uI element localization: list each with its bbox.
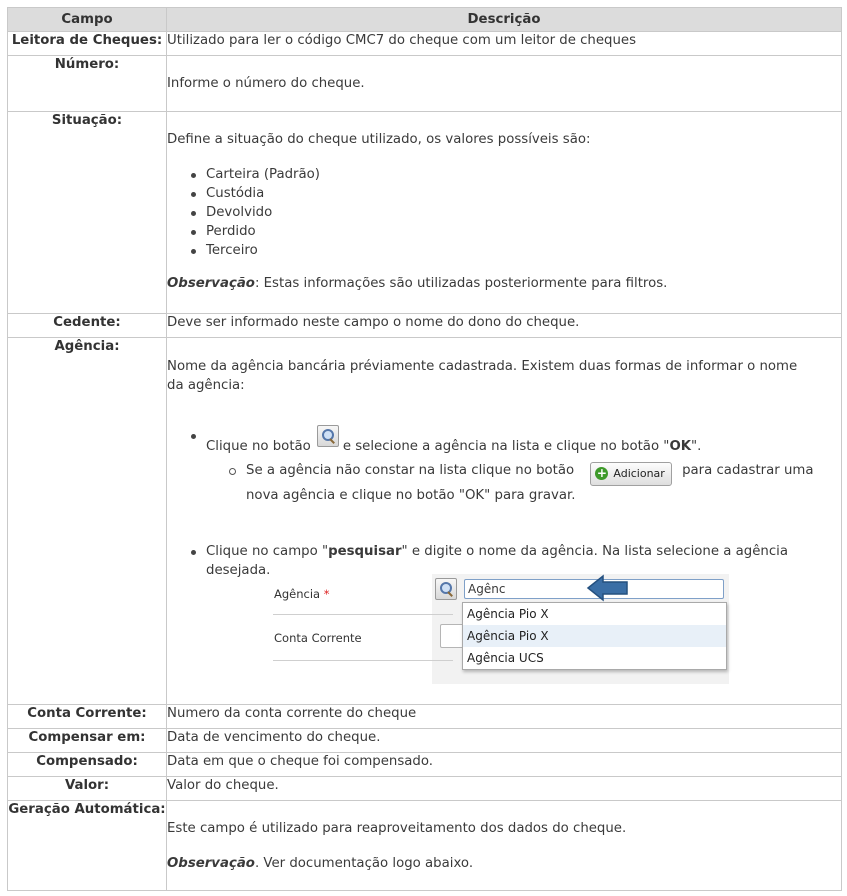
campo-compensar-em: Compensar em: — [8, 729, 167, 753]
desc-situacao — [167, 112, 842, 314]
situacao-options — [167, 165, 841, 260]
campo-agencia: Agência: — [8, 338, 167, 705]
desc-geracao-automatica — [167, 801, 842, 891]
desc-leitora: Utilizado para ler o código CMC7 do cheque com um leitor de cheques — [167, 32, 842, 56]
agencia-intro: Nome da agência bancária préviamente cadastrada. Existem duas formas de informar o nome da agência: — [167, 359, 798, 393]
campo-cedente: Cedente: — [8, 314, 167, 338]
campo-compensado: Compensado: — [8, 753, 167, 777]
sub-post: para cadastrar uma nova agência e clique no botão "OK" para gravar. — [246, 463, 814, 503]
list-item: Perdido — [167, 222, 841, 241]
bullet2-pre: Clique no campo " — [206, 544, 329, 559]
bullet1-ok: OK — [669, 439, 692, 454]
pointer-arrow-icon — [585, 574, 631, 602]
desc-compensar-em: Data de vencimento do cheque. — [167, 729, 842, 753]
campo-numero: Número: — [8, 56, 167, 112]
label-agencia: Agência * — [274, 587, 330, 601]
campo-leitora: Leitora de Cheques: — [8, 32, 167, 56]
campo-valor: Valor: — [8, 777, 167, 801]
divider — [273, 614, 453, 615]
bullet2-post: " e digite o nome da agência. Na lista selecione a agência desejada. — [206, 544, 788, 578]
numero-text: Informe o número do cheque. — [167, 76, 365, 91]
campo-situacao: Situação: — [8, 112, 167, 314]
agencia-sub-bullet — [167, 461, 841, 501]
add-agency-button[interactable] — [590, 462, 671, 486]
list-item: Carteira (Padrão) — [167, 165, 841, 184]
agencia-bullet-2 — [167, 542, 841, 578]
add-icon: + — [596, 466, 607, 480]
bullet1-pre: Clique no botão — [206, 439, 311, 454]
label-conta-corrente: Conta Corrente — [274, 631, 362, 645]
list-item[interactable]: Agência Pio X — [463, 625, 726, 647]
desc-numero — [167, 56, 842, 112]
bullet1-end: ". — [691, 439, 702, 454]
search-lookup-button[interactable] — [317, 425, 339, 447]
desc-agencia — [167, 338, 842, 705]
desc-cedente: Deve ser informado neste campo o nome do dono do cheque. — [167, 314, 842, 338]
obs-text: : Estas informações são utilizadas posteriormente para filtros. — [254, 276, 668, 291]
situacao-obs — [167, 275, 841, 293]
desc-compensado: Data em que o cheque foi compensado. — [167, 753, 842, 777]
divider — [273, 660, 453, 661]
campo-conta-corrente: Conta Corrente: — [8, 705, 167, 729]
obs-label: Observação — [167, 276, 255, 291]
agencia-bullet-1 — [167, 425, 841, 454]
list-item: Custódia — [167, 184, 841, 203]
field-description-table — [7, 7, 842, 891]
search-input[interactable]: Agênc — [464, 579, 724, 599]
geracao-text: Este campo é utilizado para reaproveitamento dos dados do cheque. — [167, 821, 627, 836]
list-item[interactable]: Agência Pio X — [467, 607, 549, 621]
list-item[interactable]: Agência UCS — [467, 651, 544, 665]
sub-pre: Se a agência não constar na lista clique no botão — [246, 463, 575, 478]
geracao-obs — [167, 855, 841, 873]
required-mark: * — [323, 587, 330, 601]
desc-conta-corrente: Numero da conta corrente do cheque — [167, 705, 842, 729]
header-descricao: Descrição — [167, 8, 842, 32]
add-button-label: Adicionar — [613, 467, 665, 480]
situacao-intro: Define a situação do cheque utilizado, os valores possíveis são: — [167, 132, 591, 147]
desc-valor: Valor do cheque. — [167, 777, 842, 801]
list-item: Devolvido — [167, 203, 841, 222]
header-campo: Campo — [8, 8, 167, 32]
list-item: Terceiro — [167, 241, 841, 260]
agency-search-example — [167, 574, 841, 694]
obs-text: . Ver documentação logo abaixo. — [254, 856, 474, 871]
bullet1-mid: e selecione a agência na lista e clique no botão " — [342, 439, 670, 454]
campo-geracao-automatica: Geração Automática: — [8, 801, 167, 891]
search-lookup-button[interactable] — [435, 578, 457, 600]
obs-label: Observação — [167, 856, 255, 871]
bullet2-bold: pesquisar — [328, 544, 402, 559]
search-results-dropdown — [462, 602, 727, 670]
